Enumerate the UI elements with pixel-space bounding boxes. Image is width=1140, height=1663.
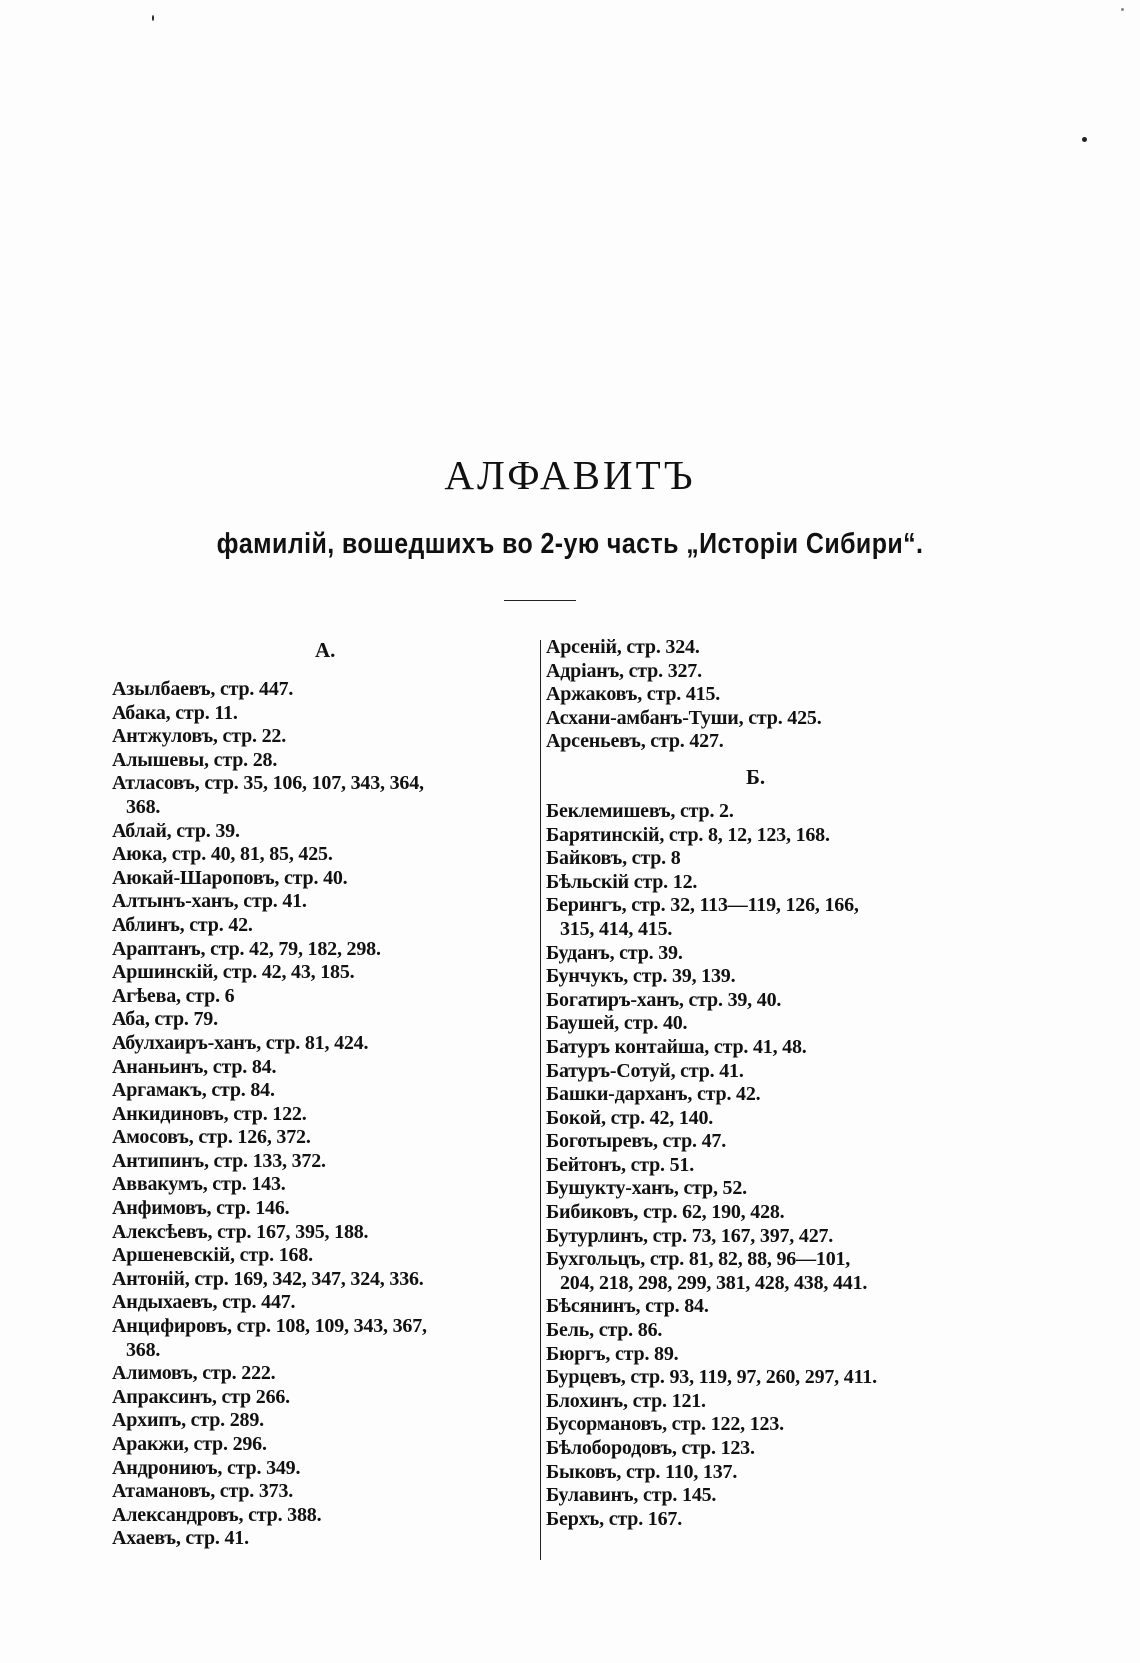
index-entry: Аюка, стр. 40, 81, 85, 425.	[112, 843, 333, 866]
index-entry: Буданъ, стр. 39.	[546, 941, 683, 964]
index-entry: Алышевы, стр. 28.	[112, 748, 278, 771]
index-entry: Аршинскій, стр. 42, 43, 185.	[112, 961, 355, 984]
index-entry: Бибиковъ, стр. 62, 190, 428.	[546, 1201, 785, 1224]
index-entry: Антжуловъ, стр. 22.	[112, 725, 286, 748]
index-entry: Аршеневскій, стр. 168.	[112, 1244, 313, 1267]
index-entry-continuation: 204, 218, 298, 299, 381, 428, 438, 441.	[560, 1271, 868, 1294]
index-entry: Бушукту-ханъ, стр, 52.	[546, 1177, 747, 1200]
index-entry: Антоній, стр. 169, 342, 347, 324, 336.	[112, 1267, 424, 1290]
column-divider	[540, 640, 541, 1560]
index-entry: Богатиръ-ханъ, стр. 39, 40.	[546, 988, 782, 1011]
index-entry: Араптанъ, стр. 42, 79, 182, 298.	[112, 937, 381, 960]
index-entry: Андыхаевъ, стр. 447.	[112, 1291, 296, 1314]
index-entry: Байковъ, стр. 8	[546, 847, 681, 870]
section-heading-a: А.	[315, 638, 336, 662]
index-entry: Баушей, стр. 40.	[546, 1012, 688, 1035]
index-entry: Анцифировъ, стр. 108, 109, 343, 367,	[112, 1315, 427, 1338]
index-entry: Асхани-амбанъ-Туши, стр. 425.	[546, 706, 822, 729]
index-entry: Антипинъ, стр. 133, 372.	[112, 1149, 326, 1172]
index-entry: Агѣева, стр. 6	[112, 984, 235, 1007]
index-entry: Аргамакъ, стр. 84.	[112, 1079, 275, 1102]
index-column-left	[112, 636, 537, 1551]
index-entry: Быковъ, стр. 110, 137.	[546, 1460, 738, 1483]
index-entry: Бунчукъ, стр. 39, 139.	[546, 965, 736, 988]
index-entry: Батуръ контайша, стр. 41, 48.	[546, 1035, 807, 1058]
index-entry: Бюргъ, стр. 89.	[546, 1342, 679, 1365]
index-entry: Аракжи, стр. 296.	[112, 1433, 267, 1455]
index-entry: Бусормановъ, стр. 122, 123.	[546, 1413, 784, 1436]
index-column-right	[546, 636, 976, 1531]
index-entry: Ахаевъ, стр. 41.	[112, 1527, 249, 1550]
index-entry: Анкидиновъ, стр. 122.	[112, 1102, 307, 1125]
index-entry: Батуръ-Сотуй, стр. 41.	[546, 1059, 744, 1082]
index-entry: Атласовъ, стр. 35, 106, 107, 343, 364,	[112, 772, 424, 795]
index-entry: Бокой, стр. 42, 140.	[546, 1106, 714, 1129]
print-speck	[1121, 8, 1124, 11]
index-entry: Анфимовъ, стр. 146.	[112, 1197, 290, 1220]
index-entry: Амосовъ, стр. 126, 372.	[112, 1126, 311, 1149]
page-subtitle: фамилій, вошедшихъ во 2-ую часть „Исторіи Сибири“.	[216, 528, 924, 560]
index-entry: Александровъ, стр. 388.	[112, 1503, 322, 1526]
index-entry: Аввакумъ, стр. 143.	[112, 1173, 286, 1196]
section-heading-b: Б.	[746, 764, 766, 789]
index-entry: Бухгольцъ, стр. 81, 82, 88, 96—101,	[546, 1248, 851, 1271]
print-speck	[1082, 137, 1087, 142]
index-entry: Арсеній, стр. 324.	[546, 636, 700, 658]
index-entry-continuation: 368.	[126, 1338, 161, 1361]
index-entry: Бурцевъ, стр. 93, 119, 97, 260, 297, 411.	[546, 1366, 877, 1389]
index-entry: Апраксинъ, стр 266.	[112, 1385, 290, 1408]
index-entry: Берингъ, стр. 32, 113—119, 126, 166,	[546, 894, 859, 917]
index-entry: Бель, стр. 86.	[546, 1319, 663, 1342]
index-entry: Абулхаиръ-ханъ, стр. 81, 424.	[112, 1031, 369, 1054]
index-entry: Беклемишевъ, стр. 2.	[546, 799, 734, 822]
index-entry: Алимовъ, стр. 222.	[112, 1362, 276, 1385]
index-entry: Арсеньевъ, стр. 427.	[546, 730, 724, 753]
index-entry: Абака, стр. 11.	[112, 701, 238, 724]
index-entry: Аба, стр. 79.	[112, 1008, 218, 1031]
index-entry: Булавинъ, стр. 145.	[546, 1484, 717, 1507]
index-entry: Бутурлинъ, стр. 73, 167, 397, 427.	[546, 1224, 834, 1247]
title-divider	[504, 600, 576, 601]
index-entry: Бѣлобородовъ, стр. 123.	[546, 1437, 755, 1459]
page-title: АЛФАВИТЪ	[444, 452, 696, 498]
index-entry: Бѣльскій стр. 12.	[546, 870, 698, 893]
index-entry: Аржаковъ, стр. 415.	[546, 683, 721, 706]
index-entry: Азылбаевъ, стр. 447.	[112, 678, 294, 700]
index-entry: Алтынъ-ханъ, стр. 41.	[112, 890, 307, 913]
index-entry: Боготыревъ, стр. 47.	[546, 1130, 727, 1153]
index-entry: Ананьинъ, стр. 84.	[112, 1055, 277, 1078]
index-entry: Аблинъ, стр. 42.	[112, 913, 253, 936]
index-entry: Аюкай-Шароповъ, стр. 40.	[112, 866, 348, 889]
index-entry-continuation: 315, 414, 415.	[560, 917, 673, 940]
index-entry: Бѣсянинъ, стр. 84.	[546, 1295, 709, 1318]
index-entry: Алексѣевъ, стр. 167, 395, 188.	[112, 1220, 369, 1243]
index-entry: Блохинъ, стр. 121.	[546, 1389, 706, 1412]
print-speck	[152, 15, 154, 21]
index-entry: Адріанъ, стр. 327.	[546, 659, 702, 682]
index-entry: Барятинскій, стр. 8, 12, 123, 168.	[546, 823, 830, 846]
index-entry: Атамановъ, стр. 373.	[112, 1480, 294, 1503]
index-entry-continuation: 368.	[126, 795, 161, 818]
index-entry: Бейтонъ, стр. 51.	[546, 1153, 695, 1176]
index-entry: Башки-дарханъ, стр. 42.	[546, 1083, 761, 1106]
index-entry: Архипъ, стр. 289.	[112, 1409, 264, 1432]
index-entry: Берхъ, стр. 167.	[546, 1507, 682, 1530]
index-entry: Андрониюъ, стр. 349.	[112, 1456, 301, 1479]
index-entry: Аблай, стр. 39.	[112, 819, 240, 842]
